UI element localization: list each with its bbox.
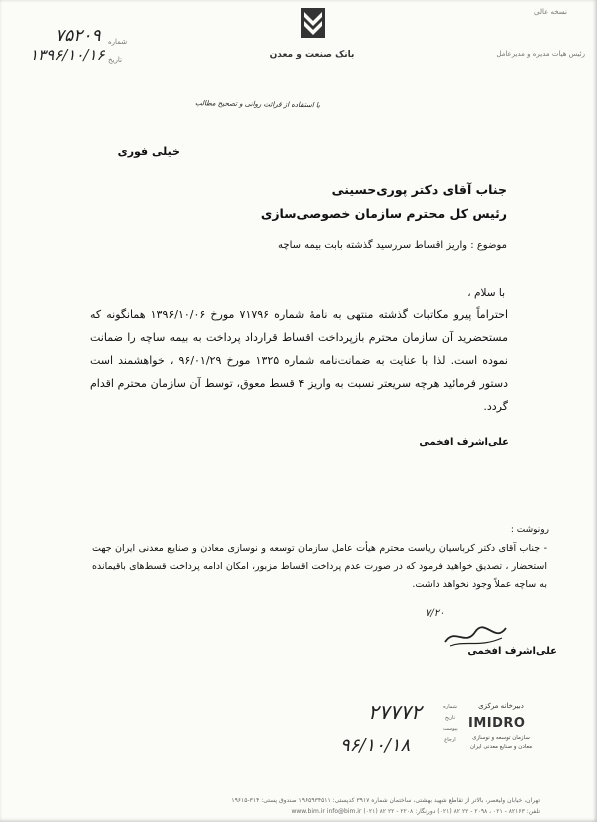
urgency-label: خیلی فوری: [117, 145, 180, 158]
greeting: با سلام ،: [467, 287, 505, 299]
cc-label: رونوشت :: [510, 525, 549, 535]
subject-label: موضوع :: [470, 240, 507, 251]
stamp-org-line1: دبیرخانه مرکزی: [478, 702, 524, 710]
top-right-tag: نسخه عالی: [534, 8, 567, 16]
bank-logo-icon: [300, 7, 326, 39]
bank-name: بانک صنعت و معدن: [269, 50, 355, 60]
stamp-brand: IMIDRO: [468, 716, 526, 731]
subject-text: واریز اقساط سررسید گذشته بابت بیمه ساچه: [278, 240, 468, 251]
footer-address: تهران، خیابان ولیعصر، بالاتر از تقاطع شهید بهشتی، ساختمان شماره ۳۹۱۷ کدپستی: ۱۹۶۵۹۳۴۵۱۱ صندوق پستی: ۳۱۴-۱۹۶۱۵: [231, 797, 540, 804]
date-value: ۱۳۹۶/۱۰/۱۶: [30, 46, 105, 64]
signatory-name: علی‌اشرف افخمی: [419, 437, 509, 448]
footer-contact: تلفن: ۸۲۱۶۳ - ۰۲۱ ، ۲۰۹۸ - ۲۲ ۸۲ (۰۲۱) دورنگار: ۲۲۰۸ - ۲۲ ۸۲ (۰۲۱) www.bim.ir info@bim.ir: [291, 808, 540, 815]
signature-initials: ۷/۲۰: [425, 608, 445, 619]
handwritten-note: با استفاده از قرائت روانی و تصحیح مطالب: [194, 99, 321, 110]
cc-text: - جناب آقای دکتر کرباسیان ریاست محترم هیأت عامل سازمان توسعه و نوسازی معادن و صنایع معدنی ایران جهت استحضار ، تصدیق خواهید فرمود که در صورت عدم پرداخت اقساط مزبور، امکان ادامه پرداخت قسط‌های باقیمانده به ساچه عملاً وجود نخواهد داشت.: [92, 543, 547, 590]
stamp-reg-number: ۲۷۷۷۲: [368, 700, 422, 724]
recipient-title: رئیس کل محترم سازمان خصوصی‌سازی: [260, 206, 507, 221]
subject-line: [167, 240, 507, 251]
stamp-org-line3: معادن و صنایع معدنی ایران: [469, 744, 533, 750]
letter-body: احتراماً پیرو مکاتبات گذشته منتهی به نامهٔ شماره ۷۱۷۹۶ مورخ ۱۳۹۶/۱۰/۰۶ همانگونه که مستحضرید آن سازمان محترم بازپرداخت اقساط قرارداد پرداخت به بیمه ساچه را ضمانت نموده است. لذا با عنایت به ضمانت‌نامه شماره ۱۳۲۵ مورخ ۹۶/۰۱/۲۹ ، خواهشمند است دستور فرمائید هرچه سریعتر نسبت به واریز ۴ قسط معوق، توسط آن سازمان محترم اقدام گردد.: [90, 308, 508, 413]
stamp-org-line2: سازمان توسعه و نوسازی: [472, 735, 530, 741]
office-label: رئیس هیات مدیره و مدیرعامل: [496, 50, 585, 58]
signature-name: علی‌اشرف افخمی: [467, 646, 557, 657]
stamp-field-labels: شماره تاریخ پیوست ارجاع: [443, 704, 458, 743]
stamp-reg-date: ۹۶/۱۰/۱۸: [340, 735, 411, 756]
recipient-name: جناب آقای دکتر پوری‌حسینی: [331, 182, 507, 197]
date-label: تاریخ: [108, 56, 122, 64]
number-value: ۷۵۲۰۹: [55, 26, 101, 46]
number-label: شماره: [108, 38, 128, 46]
